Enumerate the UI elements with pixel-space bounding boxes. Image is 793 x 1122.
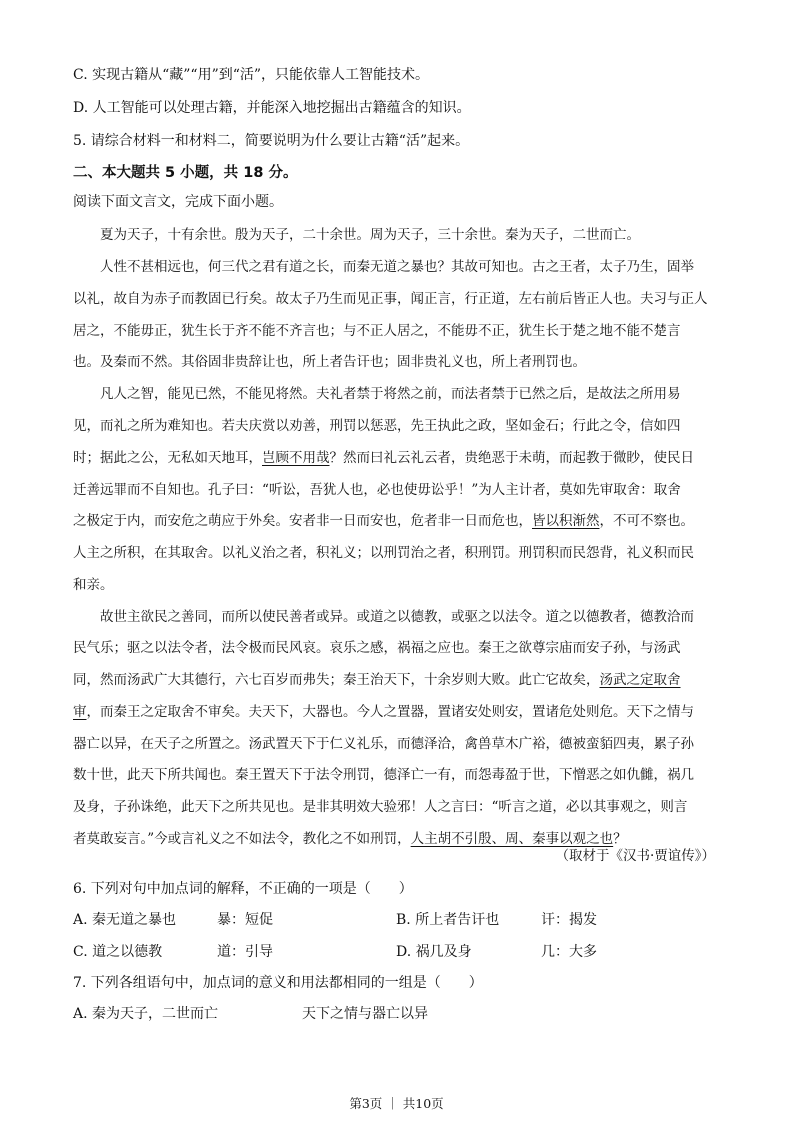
q6-option-c[interactable]: C. 道之以德教 <box>73 944 163 960</box>
passage-p2-line: 人性不甚相远也，何三代之君有道之长，而秦无道之暴也？其故可知也。古之王者，太子乃生，固举 <box>100 259 694 275</box>
underlined-phrase: 汤武之定取舍 <box>599 672 681 688</box>
underlined-phrase: 人主胡不引殷、周、秦事以观之也 <box>410 831 614 847</box>
passage-p3-line: 时；据此之公，无私如天地耳，岂顾不用哉？然而曰礼云礼云者，贵绝恶于未萌，而起教于微眇，使民日 <box>73 450 694 466</box>
underlined-phrase: 审 <box>73 704 87 720</box>
passage-p3-line: 和亲。 <box>73 577 114 593</box>
passage-p3-line: 之极定于内，而安危之萌应于外矣。安者非一日而安也，危者非一日而危也，皆以积渐然，不可不察也。 <box>73 513 694 529</box>
passage-p1: 夏为天子，十有余世。殷为天子，二十余世。周为天子，三十余世。秦为天子，二世而亡。 <box>100 227 640 243</box>
passage-p4-line: 者莫敢妄言。”今或言礼义之不如法令，教化之不如刑罚，人主胡不引殷、周、秦事以观之也？ <box>73 831 627 847</box>
passage-p3-line: 迁善远罪而不自知也。孔子曰：“听讼，吾犹人也，必也使毋讼乎！”为人主计者，莫如先审取舍：取舍 <box>73 482 681 498</box>
passage-p2-line: 以礼，故自为赤子而教固已行矣。故太子乃生而见正事，闻正言，行正道，左右前后皆正人也。夫习与正人 <box>73 291 708 307</box>
question-5: 5. 请综合材料一和材料二，简要说明为什么要让古籍“活”起来。 <box>73 133 470 149</box>
passage-p4-line: 民气乐；驱之以法令者，法令极而民风哀。哀乐之感，祸福之应也。秦王之欲尊宗庙而安子孙，与汤武 <box>73 640 681 656</box>
passage-p4-line: 审，而秦王之定取舍不审矣。夫天下，大器也。今人之置器，置诸安处则安，置诸危处则危。天下之情与 <box>73 704 694 720</box>
q6-option-d-gloss: 几：大多 <box>541 944 597 960</box>
passage-p2-line: 也。及秦而不然。其俗固非贵辞让也，所上者告讦也；固非贵礼义也，所上者刑罚也。 <box>73 354 586 370</box>
passage-p4-line: 数十世，此天下所共闻也。秦王置天下于法令刑罚，德泽亡一有，而怨毒盈于世，下憎恶之如仇雠，祸几 <box>73 767 694 783</box>
q7-option-a-right: 天下之情与器亡以异 <box>302 1006 428 1022</box>
option-c: C. 实现古籍从“藏”“用”到“活”，只能依靠人工智能技术。 <box>73 67 430 83</box>
question-7-stem: 7. 下列各组语句中，加点词的意义和用法都相同的一组是（ ） <box>73 975 483 991</box>
q6-option-a[interactable]: A. 秦无道之暴也 <box>73 912 177 928</box>
passage-p4-line: 器亡以异，在天子之所置之。汤武置天下于仁义礼乐，而德泽洽，禽兽草木广裕，德被蛮貊四夷，累子孙 <box>73 736 694 752</box>
passage-p4-line: 同，然而汤武广大其德行，六七百岁而弗失；秦王治天下，十余岁则大败。此亡它故矣，汤武之定取舍 <box>73 672 681 688</box>
q6-option-d[interactable]: D. 祸几及身 <box>396 944 472 960</box>
passage-p3-line: 人主之所积，在其取舍。以礼义治之者，积礼义；以刑罚治之者，积刑罚。刑罚积而民怨背，礼义积而民 <box>73 545 694 561</box>
passage-p4-line: 故世主欲民之善同，而所以使民善者或异。或道之以德教，或驱之以法令。道之以德教者，德教洽而 <box>100 609 694 625</box>
option-d: D. 人工智能可以处理古籍，并能深入地挖掘出古籍蕴含的知识。 <box>73 100 471 116</box>
page-number: 第3页 ｜ 共10页 <box>349 1096 444 1111</box>
passage-p3-line: 凡人之智，能见已然，不能见将然。夫礼者禁于将然之前，而法者禁于已然之后，是故法之所用易 <box>100 386 681 402</box>
q6-option-b-gloss: 讦：揭发 <box>541 912 597 928</box>
passage-p4-line: 及身，子孙诛绝，此天下之所共见也。是非其明效大验邪！人之言曰：“听言之道，必以其事观之，则言 <box>73 799 688 815</box>
q6-option-b[interactable]: B. 所上者告讦也 <box>396 912 500 928</box>
question-6-stem: 6. 下列对句中加点词的解释，不正确的一项是（ ） <box>73 881 413 897</box>
q6-option-a-gloss: 暴：短促 <box>217 912 273 928</box>
passage-source: （取材于《汉书·贾谊传》） <box>555 848 715 864</box>
section-heading: 二、本大题共 5 小题，共 18 分。 <box>73 165 298 181</box>
instruction: 阅读下面文言文，完成下面小题。 <box>73 194 283 210</box>
underlined-phrase: 岂顾不用哉 <box>262 450 330 466</box>
q7-option-a-left[interactable]: A. 秦为天子，二世而亡 <box>73 1006 219 1022</box>
underlined-phrase: 皆以积渐然 <box>532 513 600 529</box>
q6-option-c-gloss: 道：引导 <box>217 944 273 960</box>
passage-p3-line: 见，而礼之所为难知也。若夫庆赏以劝善，刑罚以惩恶，先王执此之政，坚如金石；行此之令，信如四 <box>73 418 681 434</box>
passage-p2-line: 居之，不能毋正，犹生长于齐不能不齐言也；与不正人居之，不能毋不正，犹生长于楚之地不能不楚言 <box>73 323 681 339</box>
